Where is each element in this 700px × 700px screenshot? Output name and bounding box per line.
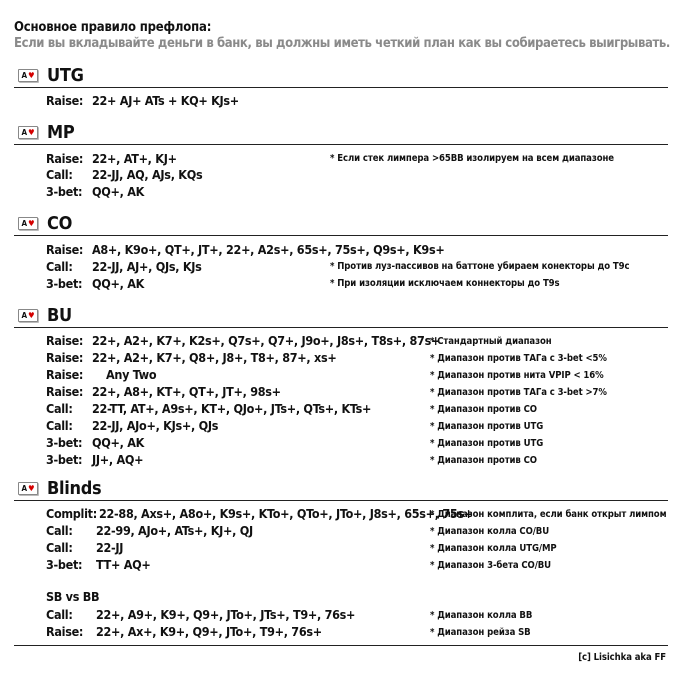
range-value: Any Two [106, 367, 157, 382]
action-label: Call: [46, 540, 73, 555]
action-label: Call: [46, 607, 73, 622]
section-title: BU [47, 304, 72, 326]
action-label: 3-bet: [46, 435, 83, 450]
range-value: 22-88, Axs+, A8o+, K9s+, KTo+, QTo+, JTo+, J8s+, 65s+, 75s+ [99, 506, 473, 521]
sb-vs-bb-title: SB vs BB [46, 589, 100, 604]
action-label: Raise: [46, 93, 84, 108]
range-value: 22+, A8+, KT+, QT+, JT+, 98s+ [92, 384, 281, 399]
action-label: Raise: [46, 350, 84, 365]
section-divider [14, 500, 668, 501]
ace-of-hearts-icon: A ♥ [18, 217, 38, 230]
note: * Диапазон против UTG [430, 438, 544, 449]
action-label: 3-bet: [46, 276, 83, 291]
action-label: Raise: [46, 151, 84, 166]
note: * Стандартный диапазон [430, 336, 552, 347]
range-value: 22+ AJ+ ATs + KQ+ KJs+ [92, 93, 239, 108]
ace-of-hearts-icon: A ♥ [18, 309, 38, 322]
action-label: Call: [46, 167, 73, 182]
section-divider [14, 327, 668, 328]
range-value: 22-JJ, AQ, AJs, KQs [92, 167, 203, 182]
range-value: QQ+, AK [92, 435, 145, 450]
note: * Против луз-пассивов на баттоне убираем конекторы до Т9с [330, 261, 630, 272]
action-label: 3-bet: [46, 557, 83, 572]
note: * Диапазон колла BB [430, 610, 533, 621]
range-value: 22+, AT+, KJ+ [92, 151, 177, 166]
action-label: Call: [46, 401, 73, 416]
section-divider [14, 87, 668, 88]
section-mp-header [18, 121, 74, 143]
range-value: 22-JJ [96, 540, 124, 555]
range-value: 22+, Ax+, K9+, Q9+, JTo+, T9+, 76s+ [96, 624, 322, 639]
action-label: Call: [46, 523, 73, 538]
range-value: 22+, A9+, K9+, Q9+, JTo+, JTs+, T9+, 76s+ [96, 607, 356, 622]
section-blinds-header [18, 477, 101, 499]
range-value: QQ+, AK [92, 276, 145, 291]
section-title: MP [47, 121, 75, 143]
note: * Диапазон рейза SB [430, 627, 531, 638]
action-label: Call: [46, 259, 73, 274]
action-label: 3-bet: [46, 184, 83, 199]
section-title: UTG [47, 64, 84, 86]
action-label: Complit: [46, 506, 97, 521]
section-title: Blinds [47, 477, 102, 499]
range-value: 22-JJ, AJ+, QJs, KJs [92, 259, 202, 274]
note: * Диапазон против ТАГа с 3-bet >7% [430, 387, 607, 398]
range-value: JJ+, AQ+ [92, 452, 144, 467]
ace-of-hearts-icon: A ♥ [18, 482, 38, 495]
section-bu-header [18, 304, 72, 326]
range-value: 22-99, AJo+, ATs+, KJ+, QJ [96, 523, 253, 538]
page-header [14, 20, 670, 52]
range-value: 22+, A2+, K7+, K2s+, Q7s+, Q7+, J9o+, J8s+, T8s+, 87s+ [92, 333, 441, 348]
action-label: Raise: [46, 624, 84, 639]
rule-subtitle: Если вы вкладывайте деньги в банк, вы должны иметь четкий план как вы собираетесь выигрывать. [14, 36, 670, 51]
section-co-header [18, 212, 72, 234]
range-value: 22-JJ, AJo+, KJs+, QJs [92, 418, 219, 433]
range-value: A8+, K9o+, QT+, JT+, 22+, A2s+, 65s+, 75s+, Q9s+, K9s+ [92, 242, 445, 257]
action-label: Raise: [46, 242, 84, 257]
ace-of-hearts-icon: A ♥ [18, 69, 38, 82]
copyright: [c] Lisichka aka FF [578, 652, 666, 663]
note: * Диапазон колла CO/BU [430, 526, 550, 537]
section-divider [14, 235, 668, 236]
footer-divider [14, 645, 668, 646]
action-label: Call: [46, 418, 73, 433]
note: * Диапазон против UTG [430, 421, 544, 432]
note: * Диапазон против CO [430, 455, 537, 466]
action-label: Raise: [46, 367, 84, 382]
section-divider [14, 144, 668, 145]
range-value: 22-TT, AT+, A9s+, KT+, QJo+, JTs+, QTs+, KTs+ [92, 401, 372, 416]
note: * Диапазон 3-бета CO/BU [430, 560, 551, 571]
note: * Диапазон колла UTG/MP [430, 543, 557, 554]
note: * Диапазон против ТАГа с 3-bet <5% [430, 353, 607, 364]
note: * Диапазон комплита, если банк открыт лимпом [430, 509, 667, 520]
section-utg-header [18, 64, 84, 86]
note: * Если стек лимпера >65ВВ изолируем на всем диапазоне [330, 153, 614, 164]
ace-of-hearts-icon: A ♥ [18, 126, 38, 139]
range-value: TT+ AQ+ [96, 557, 151, 572]
note: * Диапазон против CO [430, 404, 537, 415]
range-value: 22+, A2+, K7+, Q8+, J8+, T8+, 87+, xs+ [92, 350, 337, 365]
section-title: CO [47, 212, 73, 234]
note: * При изоляции исключаем коннекторы до Т9s [330, 278, 560, 289]
action-label: 3-bet: [46, 452, 83, 467]
range-value: QQ+, AK [92, 184, 145, 199]
action-label: Raise: [46, 384, 84, 399]
action-label: Raise: [46, 333, 84, 348]
note: * Диапазон против нита VPIP < 16% [430, 370, 604, 381]
rule-title: Основное правило префлопа: [14, 20, 212, 35]
